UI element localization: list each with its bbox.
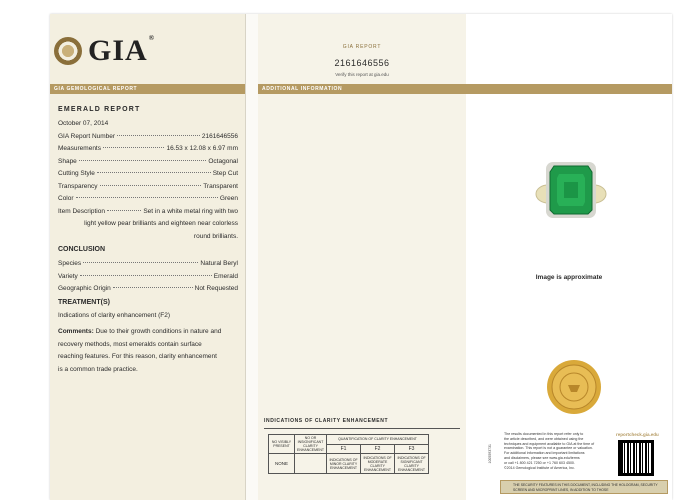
gemological-report-band: GIA GEMOLOGICAL REPORT (50, 84, 245, 94)
security-strip: THE SECURITY FEATURES IN THIS DOCUMENT, INCLUDING THE HOLOGRAM, SECURITY SCREEN AND MICROPRINT LINES, IN ADDITION TO THOSE (500, 480, 668, 494)
gia-seal-icon (54, 37, 82, 65)
field-row: Variety Emerald (58, 272, 238, 280)
additional-information-band: ADDITIONAL INFORMATION (258, 84, 466, 94)
report-disclaimer: The results documented in this report refer only to the article described, and were obtained using the techniques and equipment available to GIA at the time of examination. This report is not a guarantee or valuation. For additional information and important limitations and disclaimers, please see www.gia.edu/terms or call +1 800 421 7250 or +1 760 603 4500. ©2014 Gemological Institute of America, Inc. (504, 432, 595, 470)
item-description-line: round brilliants. (193, 232, 238, 240)
ce-f2: F2 (361, 444, 395, 454)
ce-significant: INDICATIONS OF SIGNIFICANT CLARITY ENHANCEMENT (395, 454, 429, 474)
item-description-line: light yellow pear brilliants and eighteen near colorless (84, 220, 238, 227)
ce-none: NONE (269, 454, 295, 474)
field-row: GIA Report Number 2161646556 (58, 132, 238, 140)
gia-report-label: GIA REPORT (342, 44, 382, 50)
report-fields (58, 118, 238, 243)
gia-logo-text: GIA® (88, 34, 155, 67)
comments: Comments: Due to their growth conditions in nature and recovery methods, most emeralds contain surface reaching features. For this reason, clarity enhancement is a common trade practice. (58, 328, 222, 373)
ce-f3: F3 (395, 444, 429, 454)
field-row: Geographic Origin Not Requested (58, 285, 238, 292)
ce-no-visibly: NO VISIBLY PRESENT (269, 435, 295, 454)
ce-f1: F1 (327, 444, 361, 454)
gia-logo (54, 34, 155, 68)
field-row: Measurements 16.53 x 12.08 x 6.97 mm (58, 145, 238, 152)
ce-minor: INDICATIONS OF MINOR CLARITY ENHANCEMENT (327, 454, 361, 474)
ce-no-insignificant: NO OR INSIGNIFICANT CLARITY ENHANCEMENT (295, 435, 327, 454)
field-row: Species Natural Beryl (58, 260, 238, 267)
clarity-enhancement-table (268, 434, 429, 474)
right-band (466, 84, 672, 94)
serial-number: 1005593731 (488, 444, 492, 464)
report-date: October 07, 2014 (58, 120, 109, 127)
report-number: 2161646556 (334, 58, 390, 68)
treatments-text: Indications of clarity enhancement (F2) (58, 312, 170, 319)
gia-report-document (50, 14, 672, 500)
ce-quantification: QUANTIFICATION OF CLARITY ENHANCEMENT (327, 435, 429, 445)
image-caption: Image is approximate (535, 274, 603, 281)
field-row: Shape Octagonal (58, 157, 238, 165)
field-row: Transparency Transparent (58, 182, 238, 190)
emerald-ring-image (526, 154, 616, 224)
treatments-heading: TREATMENT(S) (58, 299, 110, 306)
conclusion-fields (58, 258, 238, 296)
ce-moderate: INDICATIONS OF MODERATE CLARITY ENHANCEMENT (361, 454, 395, 474)
gia-gold-seal-icon (546, 359, 602, 415)
field-row: Cutting Style Step Cut (58, 170, 238, 177)
fold-line (245, 14, 246, 500)
report-right-panel (466, 14, 672, 500)
clarity-enhancement-heading: INDICATIONS OF CLARITY ENHANCEMENT (264, 418, 389, 424)
conclusion-heading: CONCLUSION (58, 246, 106, 253)
item-description-row: Item Description Set in a white metal ring with two (58, 207, 238, 215)
report-left-panel (50, 14, 245, 500)
ce-empty-cell (295, 454, 327, 474)
reportcheck-link[interactable]: reportcheck.gia.edu (616, 432, 659, 437)
report-middle-panel (258, 14, 466, 500)
field-row: Color Green (58, 195, 238, 202)
heading-rule (264, 428, 460, 429)
report-title: EMERALD REPORT (58, 106, 141, 113)
verify-link[interactable]: Verify this report at gia.edu (335, 72, 389, 77)
qr-code[interactable] (618, 440, 654, 476)
